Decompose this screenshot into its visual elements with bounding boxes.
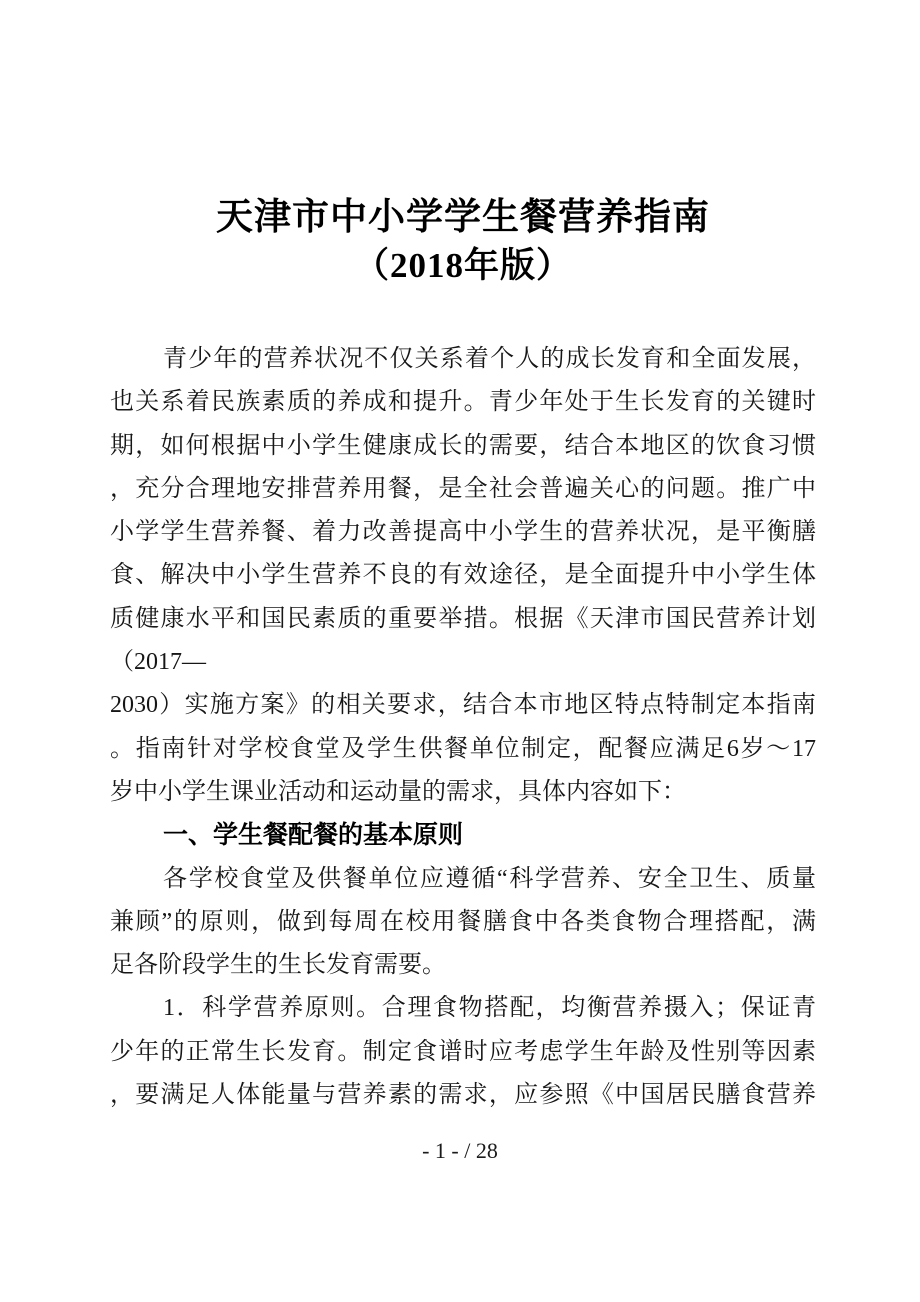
section-heading: 一、学生餐配餐的基本原则 [163, 821, 464, 850]
body-line: ，要满足人体能量与营养素的需求，应参照《中国居民膳食营养 [110, 1082, 816, 1109]
body-line: 少年的正常生长发育。制定食谱时应考虑学生年龄及性别等因素 [110, 1038, 816, 1065]
body-line: 青少年的营养状况不仅关系着个人的成长发育和全面发展， [163, 346, 816, 372]
body-line: （2017— [110, 649, 206, 676]
body-line: ，充分合理地安排营养用餐，是全社会普遍关心的问题。推广中 [110, 475, 816, 502]
page-number-footer: - 1 - / 28 [422, 1138, 498, 1163]
body-line: 岁中小学生课业活动和运动量的需求，具体内容如下： [110, 778, 686, 805]
body-line: 1．科学营养原则。合理食物搭配，均衡营养摄入；保证青 [163, 995, 816, 1022]
document-subtitle: （2018年版） [353, 246, 572, 285]
body-line: 。指南针对学校食堂及学生供餐单位制定，配餐应满足6岁～17 [110, 735, 816, 762]
body-line: 也关系着民族素质的养成和提升。青少年处于生长发育的关键时 [110, 389, 816, 416]
body-line: 兼顾”的原则，做到每周在校用餐膳食中各类食物合理搭配，满 [110, 908, 816, 935]
body-line: 食、解决中小学生营养不良的有效途径，是全面提升中小学生体 [110, 562, 816, 589]
title-block [110, 194, 816, 290]
document-body [110, 338, 816, 1117]
body-line: 2030）实施方案》的相关要求，结合本市地区特点特制定本指南 [110, 692, 816, 719]
body-line: 小学学生营养餐、着力改善提高中小学生的营养状况，是平衡膳 [110, 519, 816, 546]
body-line: 足各阶段学生的生长发育需要。 [110, 952, 446, 979]
document-title: 天津市中小学学生餐营养指南 [216, 197, 710, 238]
body-line: 质健康水平和国民素质的重要举措。根据《天津市国民营养计划 [110, 605, 816, 632]
body-line: 各学校食堂及供餐单位应遵循“科学营养、安全卫生、质量 [163, 865, 816, 892]
body-line: 期，如何根据中小学生健康成长的需要，结合本地区的饮食习惯 [110, 432, 816, 459]
